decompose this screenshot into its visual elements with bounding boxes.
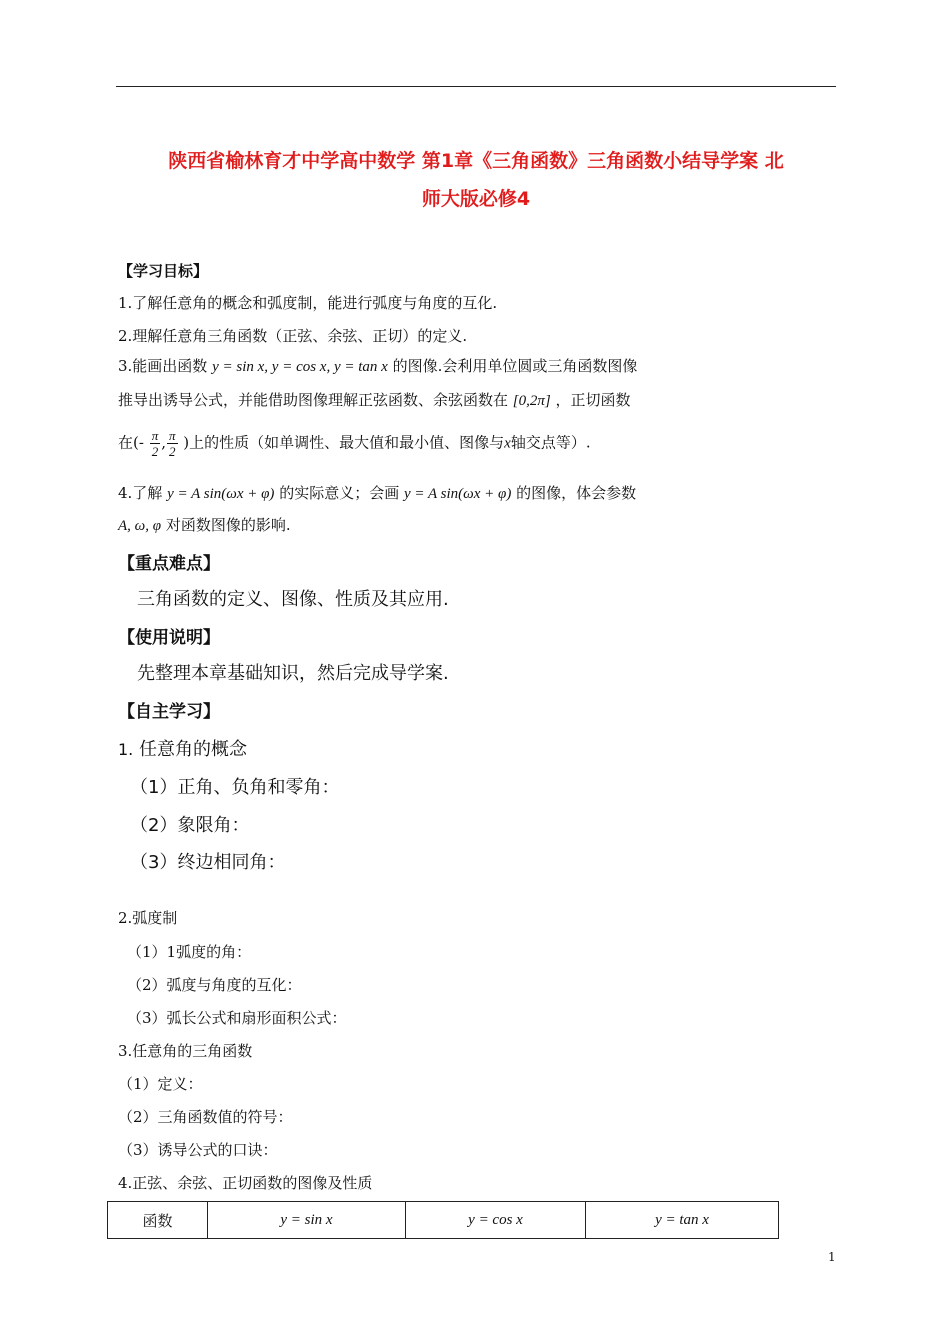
objective-2: 2.理解任意角三角函数（正弦、余弦、正切）的定义. <box>118 327 468 345</box>
objective-3-line2-pre: 推导出诱导公式，并能借助图像理解正弦函数、余弦函数在 <box>118 391 509 409</box>
title-line-2: 师大版必修4 <box>421 188 531 210</box>
table-header-cell: y = sin x <box>208 1202 406 1239</box>
objective-4-line2-text: 对函数图像的影响. <box>165 516 291 534</box>
section-1-title <box>118 735 247 761</box>
section-3-title: 3.任意角的三角函数 <box>118 1042 253 1060</box>
objective-4-line-2 <box>118 514 291 535</box>
properties-table <box>107 1201 779 1239</box>
section-2-item: （2）弧度与角度的互化： <box>127 976 302 994</box>
sinusoid-formula-1: y = A sin(ωx + φ) <box>167 486 275 502</box>
objective-3-line3-pre: 在(- <box>118 433 144 452</box>
keypoints-text: 三角函数的定义、图像、性质及其应用. <box>137 589 449 610</box>
objective-3-line-3: 在(- $\frac{\pi}{2}$ , $\frac{\pi}{2}$ )上的性质（如单调性、最大值和最小值、图像与x轴交点等）. <box>118 428 591 459</box>
usage-heading: 【使用说明】 <box>118 628 220 648</box>
section-2-item: （3）弧长公式和扇形面积公式： <box>127 1009 347 1027</box>
fraction-pi-over-2: $\frac{\pi}{2}$ <box>169 428 176 459</box>
section-2-item: （1）1弧度的角： <box>127 943 252 961</box>
objective-3-line-1 <box>118 355 637 376</box>
objective-3-pre: 3.能画出函数 <box>118 357 208 375</box>
page-number: 1 <box>828 1250 836 1264</box>
self-study-heading: 【自主学习】 <box>118 702 220 722</box>
table-header-cell: 函数 <box>108 1202 208 1239</box>
title-line-1: 陕西省榆林育才中学高中数学 第1章《三角函数》三角函数小结导学案 北 <box>168 150 784 172</box>
objective-3-line3-post: )上的性质（如单调性、最大值和最小值、图像与 <box>183 433 505 452</box>
objective-4-line-1 <box>118 482 636 503</box>
objective-4-mid: 的实际意义；会画 <box>279 484 400 502</box>
section-3-item: （2）三角函数值的符号： <box>118 1108 293 1126</box>
interval-formula: [0,2π] <box>512 393 551 409</box>
section-1-item: （3）终边相同角： <box>130 852 286 873</box>
header-rule <box>116 86 836 87</box>
objective-3-line3-end: 轴交点等）. <box>510 433 591 452</box>
objective-3-post: 的图像.会利用单位圆或三角函数图像 <box>392 357 638 375</box>
fraction-pi-over-2: $\frac{\pi}{2}$ <box>151 428 159 459</box>
section-2-title: 2.弧度制 <box>118 909 178 927</box>
x-variable: x <box>504 435 511 452</box>
objective-1: 1.了解任意角的概念和弧度制，能进行弧度与角度的互化. <box>118 294 498 312</box>
section-3-item: （1）定义： <box>118 1075 203 1093</box>
table-header-cell: y = tan x <box>586 1202 779 1239</box>
keypoints-heading: 【重点难点】 <box>118 554 220 574</box>
section-1-text: 任意角的概念 <box>139 739 247 760</box>
params-formula: A, ω, φ <box>118 518 162 534</box>
objectives-heading: 【学习目标】 <box>118 262 209 280</box>
objective-4-pre: 4.了解 <box>118 484 163 502</box>
table-header-row <box>108 1202 779 1239</box>
sinusoid-formula-2: y = A sin(ωx + φ) <box>404 486 512 502</box>
table-header-cell: y = cos x <box>406 1202 586 1239</box>
objective-4-post: 的图像，体会参数 <box>516 484 637 502</box>
section-1-item: （2）象限角： <box>130 815 250 836</box>
functions-formula: y = sin x, y = cos x, y = tan x <box>212 359 388 375</box>
objective-3-line2-post: ，正切函数 <box>555 391 631 409</box>
section-3-item: （3）诱导公式的口诀： <box>118 1141 278 1159</box>
objective-3-line-2 <box>118 389 631 410</box>
section-1-item: （1）正角、负角和零角： <box>130 777 340 798</box>
usage-text: 先整理本章基础知识，然后完成导学案. <box>137 663 449 684</box>
section-1-number: 1. <box>118 740 134 759</box>
section-4-title: 4.正弦、余弦、正切函数的图像及性质 <box>118 1174 373 1192</box>
